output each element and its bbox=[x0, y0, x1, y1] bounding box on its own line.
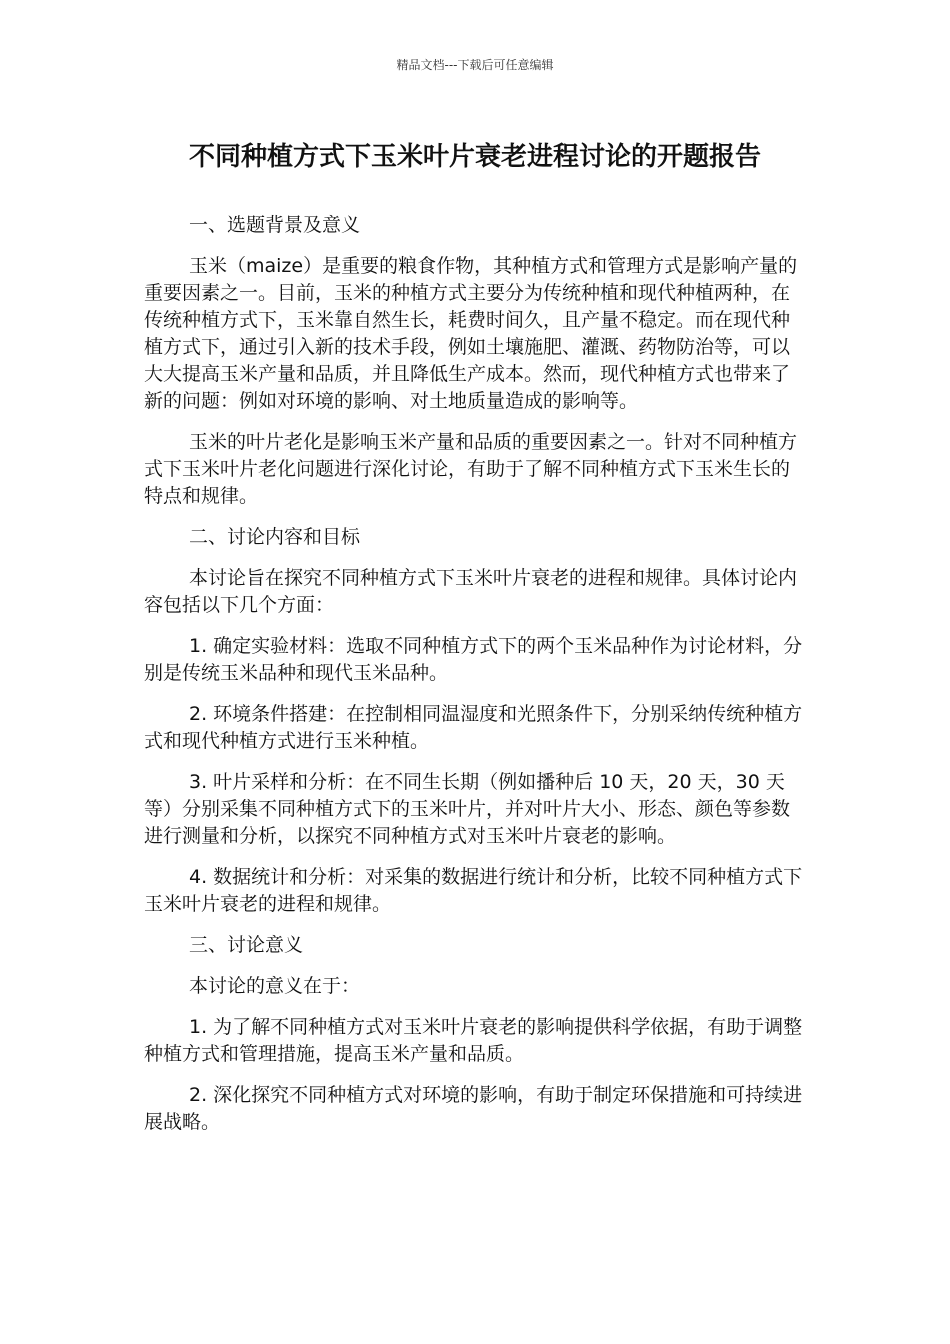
section-heading-background: 一、选题背景及意义 bbox=[189, 214, 361, 236]
list-item-materials: 1. 确定实验材料：选取不同种植方式下的两个玉米品种作为讨论材料，分别是传统玉米品种和现代玉米品种。 bbox=[144, 635, 803, 684]
list-item-significance-1: 1. 为了解不同种植方式对玉米叶片衰老的影响提供科学依据，有助于调整种植方式和管理措施，提高玉米产量和品质。 bbox=[144, 1016, 803, 1065]
document-title: 不同种植方式下玉米叶片衰老进程讨论的开题报告 bbox=[188, 142, 761, 172]
list-item-significance-2: 2. 深化探究不同种植方式对环境的影响，有助于制定环保措施和可持续进展战略。 bbox=[144, 1084, 803, 1133]
paragraph-content-intro: 本讨论旨在探究不同种植方式下玉米叶片衰老的进程和规律。具体讨论内容包括以下几个方面： bbox=[144, 567, 798, 616]
list-item-environment: 2. 环境条件搭建：在控制相同温湿度和光照条件下，分别采纳传统种植方式和现代种植方式进行玉米种植。 bbox=[144, 703, 803, 752]
paragraph-significance-intro: 本讨论的意义在于： bbox=[189, 975, 361, 997]
list-item-sampling: 3. 叶片采样和分析：在不同生长期（例如播种后 10 天，20 天，30 天等）分别采集不同种植方式下的玉米叶片，并对叶片大小、形态、颜色等参数进行测量和分析，以探究不同种植方式对玉米叶片衰老的影响。 bbox=[144, 771, 791, 847]
paragraph-background: 玉米（maize）是重要的粮食作物，其种植方式和管理方式是影响产量的重要因素之一。目前，玉米的种植方式主要分为传统种植和现代种植两种，在传统种植方式下，玉米靠自然生长，耗费时间久，且产量不稳定。而在现代种植方式下，通过引入新的技术手段，例如土壤施肥、灌溉、药物防治等，可以大大提高玉米产量和品质，并且降低生产成本。然而，现代种植方式也带来了新的问题：例如对环境的影响、对土地质量造成的影响等。 bbox=[144, 255, 798, 412]
document-body bbox=[144, 212, 808, 1150]
list-item-statistics: 4. 数据统计和分析：对采集的数据进行统计和分析，比较不同种植方式下玉米叶片衰老的进程和规律。 bbox=[144, 866, 803, 915]
section-heading-content: 二、讨论内容和目标 bbox=[189, 526, 361, 548]
section-heading-significance: 三、讨论意义 bbox=[189, 934, 304, 956]
paragraph-leaf-aging: 玉米的叶片老化是影响玉米产量和品质的重要因素之一。针对不同种植方式下玉米叶片老化问题进行深化讨论，有助于了解不同种植方式下玉米生长的特点和规律。 bbox=[144, 431, 798, 507]
header-note: 精品文档---下载后可任意编辑 bbox=[396, 58, 554, 72]
